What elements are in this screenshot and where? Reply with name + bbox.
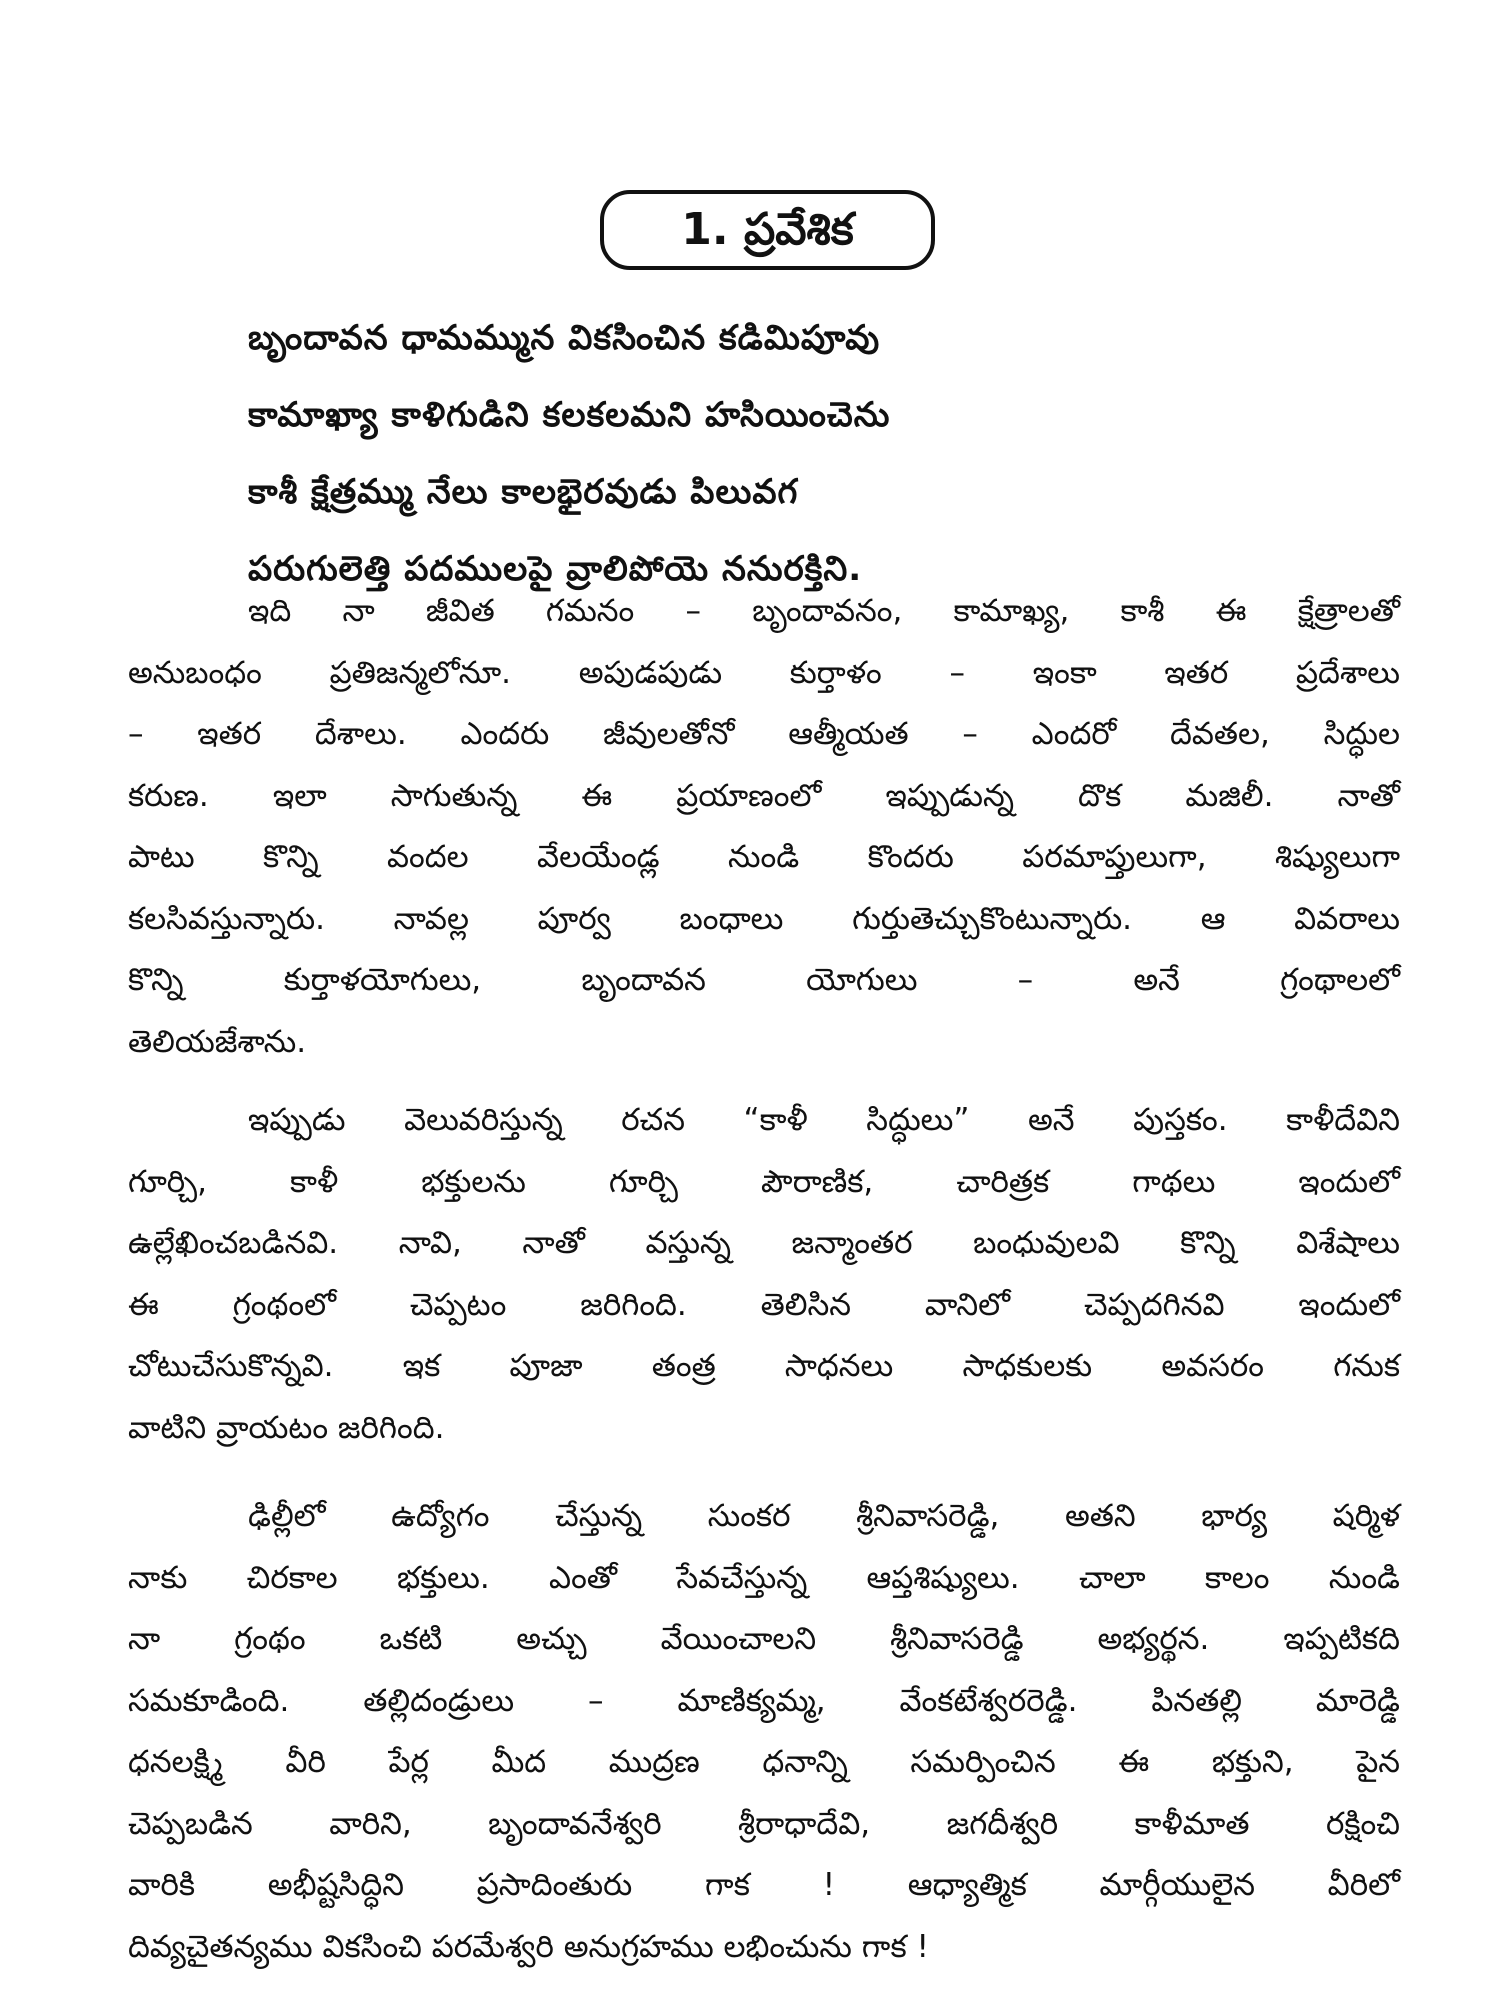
- text-line: అనుబంధం ప్రతిజన్మలోనూ. అపుడపుడు కుర్తాళం – ఇంకా ఇతర ప్రదేశాలు: [128, 654, 1400, 691]
- verse-line: బృందావన ధామమ్మున వికసించిన కడిమిపూవు: [248, 318, 881, 358]
- text-line: గూర్చి, కాళీ భక్తులను గూర్చి పౌరాణిక, చారిత్రక గాథలు ఇందులో: [128, 1163, 1400, 1200]
- text-line: వారికి అభీష్టసిద్ధిని ప్రసాదింతురు గాక ! ఆధ్యాత్మిక మార్గీయులైన వీరిలో: [128, 1867, 1400, 1903]
- text-line: దివ్యచైతన్యము వికసించి పరమేశ్వరి అనుగ్రహము లభించును గాక !: [128, 1928, 929, 1965]
- text-line: నాకు చిరకాల భక్తులు. ఎంతో సేవచేస్తున్న ఆప్తశిష్యులు. చాలా కాలం నుండి: [128, 1559, 1400, 1596]
- verse-line: కామాఖ్యా కాళిగుడిని కలకలమని హసియించెను: [248, 395, 891, 435]
- verse-line: కాశీ క్షేత్రమ్ము నేలు కాలభైరవుడు పిలువగ: [248, 472, 799, 512]
- text-line: – ఇతర దేశాలు. ఎందరు జీవులతోనో ఆత్మీయత – ఎందరో దేవతల, సిద్ధుల: [128, 716, 1400, 752]
- text-line: ఉల్లేఖించబడినవి. నావి, నాతో వస్తున్న జన్మాంతర బంధువులవి కొన్ని విశేషాలు: [128, 1225, 1400, 1261]
- text-line: చెప్పబడిన వారిని, బృందావనేశ్వరి శ్రీరాధాదేవి, జగదీశ్వరి కాళీమాత రక్షించి: [128, 1805, 1400, 1842]
- paragraph-3: [128, 1486, 1400, 1978]
- text-line: ఢిల్లీలో ఉద్యోగం చేస్తున్న సుంకర శ్రీనివాసరెడ్డి, అతని భార్య షర్మిళ: [248, 1498, 1400, 1534]
- verse-line: పరుగులెత్తి పదములపై వ్రాలిపోయె ననురక్తిని.: [248, 549, 863, 589]
- text-line: సమకూడింది. తల్లిదండ్రులు – మాణిక్యమ్మ, వేంకటేశ్వరరెడ్డి. పినతల్లి మారెడ్డి: [128, 1682, 1400, 1719]
- text-line: కలసివస్తున్నారు. నావల్ల పూర్వ బంధాలు గుర్తుతెచ్చుకొంటున్నారు. ఆ వివరాలు: [128, 900, 1400, 937]
- text-line: ఈ గ్రంథంలో చెప్పటం జరిగింది. తెలిసిన వానిలో చెప్పదగినవి ఇందులో: [128, 1286, 1400, 1323]
- chapter-title: 1. ప్రవేశిక: [600, 190, 935, 270]
- text-line: కొన్ని కుర్తాళయోగులు, బృందావన యోగులు – అనే గ్రంథాలలో: [128, 962, 1400, 998]
- text-line: ధనలక్ష్మి వీరి పేర్ల మీద ముద్రణ ధనాన్ని సమర్పించిన ఈ భక్తుని, పైన: [128, 1744, 1400, 1780]
- opening-verse: [248, 300, 1348, 608]
- text-line: వాటిని వ్రాయటం జరిగింది.: [128, 1409, 445, 1446]
- text-line: కరుణ. ఇలా సాగుతున్న ఈ ప్రయాణంలో ఇప్పుడున్న దొక మజిలీ. నాతో: [128, 777, 1400, 814]
- paragraph-2: [128, 1090, 1400, 1459]
- text-line: ఇది నా జీవిత గమనం – బృందావనం, కామాఖ్య, కాశీ ఈ క్షేత్రాలతో: [248, 593, 1400, 629]
- text-line: నా గ్రంథం ఒకటి అచ్చు వేయించాలని శ్రీనివాసరెడ్డి అభ్యర్థన. ఇప్పటికది: [128, 1621, 1400, 1657]
- text-line: చోటుచేసుకొన్నవి. ఇక పూజా తంత్ర సాధనలు సాధకులకు అవసరం గనుక: [128, 1348, 1400, 1384]
- text-line: తెలియజేశాను.: [128, 1023, 307, 1060]
- text-line: పాటు కొన్ని వందల వేలయేండ్ల నుండి కొందరు పరమాప్తులుగా, శిష్యులుగా: [128, 839, 1400, 875]
- paragraph-1: [128, 581, 1400, 1073]
- text-line: ఇప్పుడు వెలువరిస్తున్న రచన “కాళీ సిద్ధులు” అనే పుస్తకం. కాళీదేవిని: [248, 1102, 1400, 1138]
